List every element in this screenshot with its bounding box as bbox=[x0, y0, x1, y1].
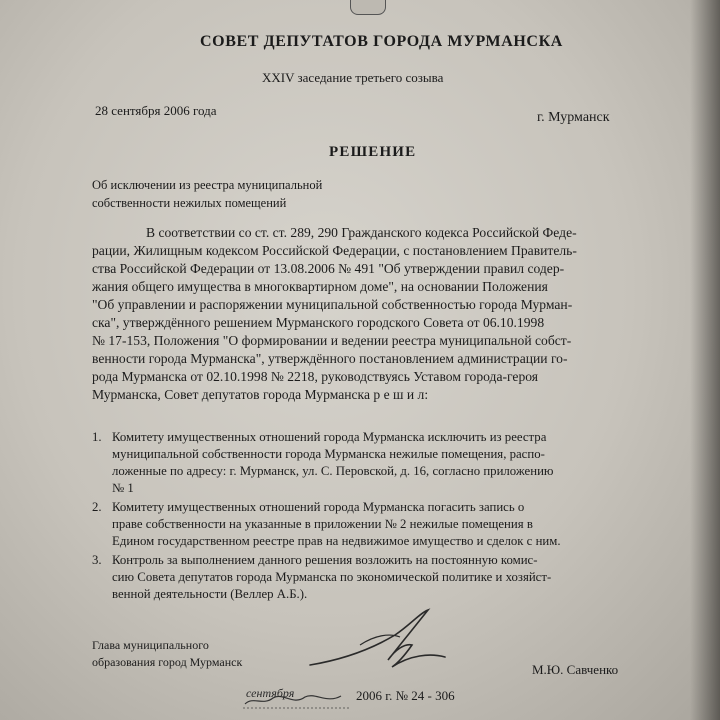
coat-of-arms-emblem bbox=[350, 0, 386, 15]
item-line: ложенные по адресу: г. Мурманск, ул. С. Перовской, д. 16, согласно приложению bbox=[112, 464, 554, 478]
preamble-line: ства Российской Федерации от 13.08.2006 № 491 "Об утверждении правил содер- bbox=[92, 261, 565, 276]
preamble-line: жания общего имущества в многоквартирном доме", на основании Положения bbox=[92, 279, 548, 294]
registration-handwritten-date: сентября bbox=[246, 686, 295, 700]
preamble-line: № 17-153, Положения "О формировании и ведении реестра муниципальной собст- bbox=[92, 333, 572, 348]
item-line: Едином государственном реестре прав на недвижимое имущество и сделок с ним. bbox=[112, 534, 561, 548]
item-line: праве собственности на указанные в приложении № 2 нежилые помещения в bbox=[112, 517, 533, 531]
council-title: СОВЕТ ДЕПУТАТОВ ГОРОДА МУРМАНСКА bbox=[200, 33, 563, 50]
item-line: Комитету имущественных отношений города Мурманска погасить запись о bbox=[112, 500, 525, 514]
handwritten-signature bbox=[300, 605, 450, 680]
session-line: XXIV заседание третьего созыва bbox=[262, 70, 444, 85]
document-heading: РЕШЕНИЕ bbox=[329, 144, 417, 160]
item-line: № 1 bbox=[112, 481, 134, 495]
preamble-line: В соответствии со ст. ст. 289, 290 Гражданского кодекса Российской Феде- bbox=[146, 225, 577, 240]
item-line: Контроль за выполнением данного решения возложить на постоянную комис- bbox=[112, 553, 538, 567]
item-number: 1. bbox=[92, 430, 102, 444]
item-line: муниципальной собственности города Мурманска нежилые помещения, распо- bbox=[112, 447, 545, 461]
preamble-line: рода Мурманска от 02.10.1998 № 2218, руководствуясь Уставом города-героя bbox=[92, 369, 539, 384]
preamble-line: венности города Мурманска", утверждённого постановлением администрации го- bbox=[92, 351, 568, 366]
item-number: 3. bbox=[92, 553, 102, 567]
city-name: г. Мурманск bbox=[537, 110, 610, 125]
item-line: сию Совета депутатов города Мурманска по экономической политике и хозяйст- bbox=[112, 570, 552, 584]
item-line: венной деятельности (Веллер А.Б.). bbox=[112, 587, 308, 601]
registration-number: 2006 г. № 24 - 306 bbox=[356, 688, 455, 703]
decision-date: 28 сентября 2006 года bbox=[95, 103, 217, 118]
item-line: Комитету имущественных отношений города Мурманска исключить из реестра bbox=[112, 430, 547, 444]
signer-position: образования город Мурманск bbox=[92, 655, 243, 669]
item-number: 2. bbox=[92, 500, 102, 514]
preamble-line: рации, Жилищным кодексом Российской Федерации, с постановлением Правитель- bbox=[92, 243, 577, 258]
signer-name: М.Ю. Савченко bbox=[532, 662, 619, 677]
subject-line: собственности нежилых помещений bbox=[92, 196, 287, 210]
signer-position: Глава муниципального bbox=[92, 638, 209, 652]
subject-line: Об исключении из реестра муниципальной bbox=[92, 178, 323, 192]
preamble-line: ска", утверждённого решением Мурманского городского Совета от 06.10.1998 bbox=[92, 315, 545, 330]
preamble-line: "Об управлении и распоряжении муниципальной собственностью города Мурман- bbox=[92, 297, 573, 312]
page-edge-shadow bbox=[690, 0, 720, 720]
preamble-line: Мурманска, Совет депутатов города Мурманска р е ш и л: bbox=[92, 387, 429, 402]
